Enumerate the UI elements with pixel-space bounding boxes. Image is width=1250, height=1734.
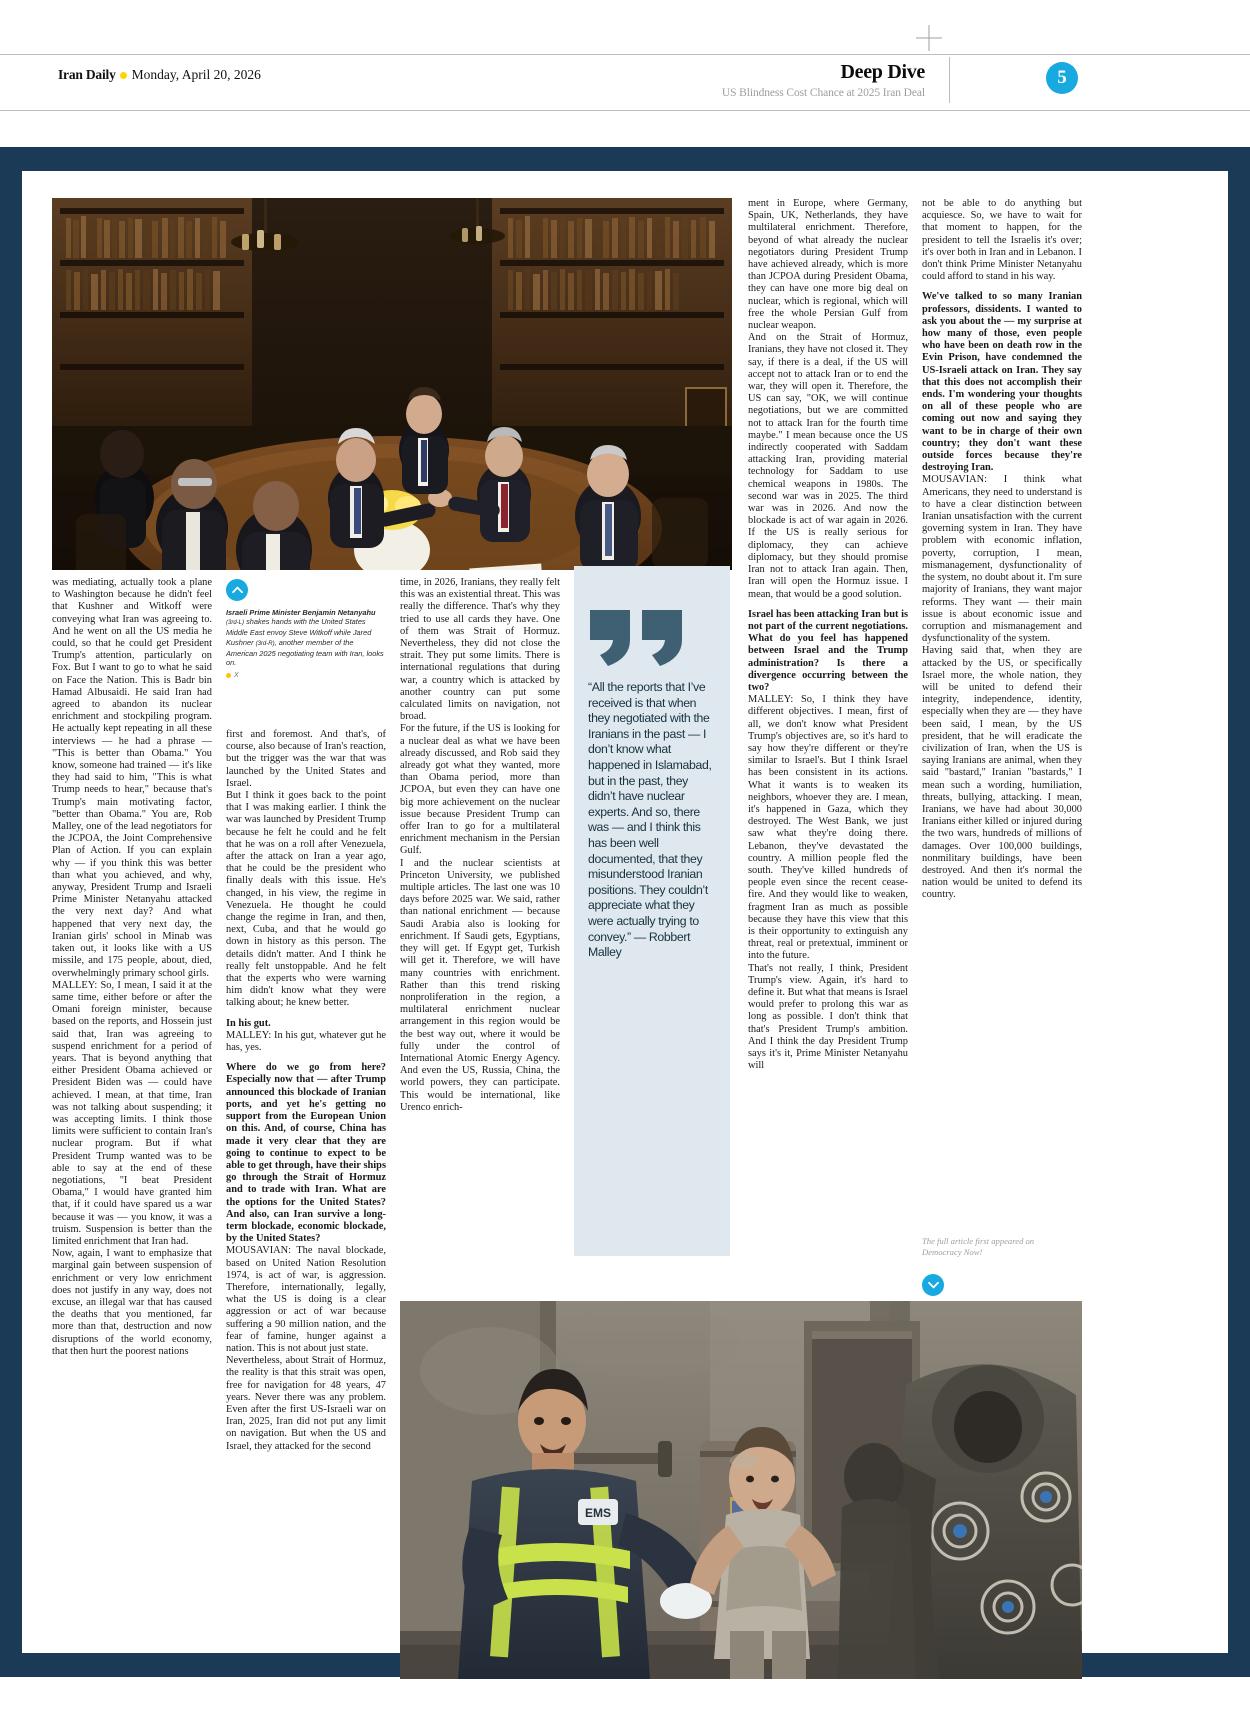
hero-photo-illustration — [52, 198, 732, 570]
paragraph: time, in 2026, Iranians, they really felt this was an existential threat. This was really the difference. That's why they tried to use all cards they have. One of them was Strait of Hormuz. Nevertheless, they did not close the strait. They put some limits. There is international regulations that during war, a country which is attacked by another country can put some calculated limits on navigation, not broad. — [400, 577, 560, 723]
section-header — [722, 61, 925, 99]
paragraph: ment in Europe, where Germany, Spain, UK, Netherlands, they have multilateral enrichment. Therefore, beyond of what already the nuclear negotiators during President Trump have achieved already, which is more than JCPOA during President Obama, they can have one more big deal on nuclear, which is regional, which will free the whole Persian Gulf from nuclear weapon. — [748, 198, 908, 332]
page-number-badge: 5 — [1046, 62, 1078, 94]
interview-question: Where do we go from here? Especially now that — after Trump announced this blockade of Iranian ports, and yet he's getting no support from the European Union on this. And, of course, China has made it very clear that they are going to continue to expect to be able to get through, have their ships go through the Strait of Hormuz and to trade with Iran. What are the options for the United States? And also, can Iran survive a long-term blockade, economic blockade, by the United States? — [226, 1062, 386, 1245]
paragraph: That's not really, I think, President Trump's view. Again, it's hard to define it. But what that means is Israel would prefer to prolong this war as long as possible. I don't think that that's President Trump's ambition. And I think the day President Trump says it's it, Prime Minister Netanyahu will — [748, 962, 908, 1072]
paragraph: not be able to do anything but acquiesce. So, we have to wait for that moment to happen, for the president to tell the Israelis it's over; it's over both in Iran and in Lebanon. I don't think Prime Minister Netanyahu could afford to stand in his way. — [922, 198, 1082, 283]
interview-question: Israel has been attacking Iran but is not part of the current negotiations. What do you feel has happened between Israel and the Trump administration? Is there a divergence occurring between the two? — [748, 608, 908, 693]
source-note-line-1: The full article first appeared on — [922, 1236, 1035, 1246]
quotation-marks-icon — [588, 608, 716, 668]
chevron-up-glyph — [232, 586, 243, 594]
pull-quote-text: “All the reports that I’ve received is that when they negotiated with the Iranians in the past — I don’t know what happened in Islamabad, but in the past, they didn’t have nuclear experts. And so, there was — and I think this has been well documented, that they misunderstood Iranian positions. They couldn’t appreciate what they were actually trying to convey.” — Robbert Malley — [588, 680, 712, 960]
hero-caption-pos2: (3rd-R) — [255, 640, 275, 647]
masthead-bottom-rule — [0, 110, 1250, 111]
paragraph: MALLEY: So, I think they have different objectives. I mean, first of all, we don't know what President Trump's objectives are, so it's hard to say how they're different or they're similar to Israel's. But I think Israel has been consistent in its actions. What it wants is to weaken its neighbors, whoever they are. I mean, it's happened in Gaza, which they destroyed. The West Bank, we just saw what they're doing there. Lebanon, they've devastated the country. A million people fled the south. They've killed hundreds of people even since the recent cease-fire. And they would like to weaken, fragment Iran as much as possible because they have this view that this is their opportunity to extinguish any threat, real or pretextual, imminent or into the future. — [748, 694, 908, 962]
paragraph-spacer — [748, 601, 908, 609]
newspaper-name: Iran Daily — [58, 67, 116, 82]
source-note — [922, 1236, 1082, 1258]
hero-caption-block — [226, 579, 386, 679]
paragraph: And on the Strait of Hormuz, Iranians, they have not closed it. They say, if there is a deal, if the US will accept not to attack Iran or to end the war, they will open it. Therefore, the US can say, "OK, we will continue negotiations, but we are committed not to attack Iran for the fourth time maybe." I mean because once the US indirectly cooperated with Saddam attacking Iran, providing material technology for Saddam to use chemical weapons in 1980s. The second war was in 2025. The third war was in 2026. And now the blockade is act of war again in 2026. If the US is really serious for diplomacy, they can achieve diplomacy, but they should promise Iran not to attack Iran again. Then, Iran will open the Hormuz issue. I mean, that would be a good solution. — [748, 332, 908, 600]
paragraph: was mediating, actually took a plane to Washington because he didn't feel that Kushner and Witkoff were conveying what Iran was agreeing to. And he went on all the US media he could, so that he could get President Trump's attention, particularly on Fox. But I want to go to what he said on Face the Nation. This is Badr bin Hamad Albusaidi. He said Iran had agreed to abandon its nuclear enrichment and stockpiling program. He actually kept repeating in all these interviews — he had a phrase — "This is better than Obama." You know, someone had trained — it's like they had said to him, "This is what Trump needs to hear," because that's Trump's main motivating factor, "better than Obama." You are, Rob Malley, one of the lead negotiators for the JCPOA, the Joint Comprehensive Plan of Action. If you can explain why — if you think this was better than what you achieved, and why, anyway, President Trump and Israeli Prime Minister Netanyahu attacked the very next day? And what happened that very next day, the Iranian girls' school in Minab was taken out, it looks like with a US missile, and 175 people, about, died, overwhelmingly primary school girls. — [52, 577, 212, 979]
paragraph: But I think it goes back to the point that I was making earlier. I think the war was launched by President Trump because he felt he could and he felt that he was on a roll after Venezuela, after the attack on Iran a year ago, that he could be the president who finally deals with this issue. He's changed, in his view, the regime in Venezuela. He thought he could change the regime in Iran, and then, next, Cuba, and that he would go down in history as this person. The details didn't matter. And I think he really felt unstoppable. And he felt that the experts who were warning him didn't know what they were talking about; he knew better. — [226, 790, 386, 1009]
chevron-up-icon — [226, 579, 248, 601]
hero-caption-lead: Israeli Prime Minister Benjamin Netanyahu — [226, 608, 376, 617]
crop-registration-mark — [916, 25, 942, 51]
paragraph-spacer — [226, 1054, 386, 1062]
interview-question: In his gut. — [226, 1017, 271, 1029]
article-column-d — [748, 198, 908, 1072]
paragraph: I and the nuclear scientists at Princeton University, we published multiple articles. The last one was 10 days before 2025 war. We said, rather than national enrichment — because Saudi Arabia also is looking for enrichment. If Saudi gets, Egyptians, they will get. If Egypt get, Turkish will get it. Therefore, we will have many countries with enrichment. Rather than this trend risking nonproliferation in the region, a multilateral enrichment nuclear arrangement in this region would be the best way out, where it would be fully under the control of International Atomic Energy Agency. And even the US, Russia, China, the world powers, they can participate. This would be international, like Urenco enrich- — [400, 857, 560, 1113]
article-column-a — [52, 577, 212, 1358]
paragraph: MOUSAVIAN: I think what Americans, they need to understand is to have a clear distinction between Iranian unsatisfaction with the current governing system in Iran. They have problem with economic inflation, poverty, corruption, I mean, mismanagement, dysfunctionality of the system, no doubt about it. I'm sure majority of Iranians, they want major reforms. They want — their main issue is about economic issue and corruption and mismanagement and dysfunctionality of the system. — [922, 474, 1082, 645]
svg-text:EMS: EMS — [584, 1506, 612, 1520]
hero-credit-text: X — [234, 672, 239, 680]
masthead-divider — [949, 57, 950, 103]
masthead-left — [58, 67, 261, 83]
paragraph: Having said that, when they are attacked by the US, or specifically Israel more, the whole nation, they will be united to defend their integrity, independence, identity, especially when they are — they have been said, I mean, by the US president, that he will eradicate the civilization of Iran, when the US is saying Iranians are animal, when they said "bastard," Iranian "bastards," I mean such a wording, humiliation, threats, bullying, attacking. I mean, Iranians, we have had about 30,000 Iranians either killed or injured during the two wars, hundreds of millions of damages. Over 100,000 buildings, nonmilitary buildings, have been destroyed. And then it's normal the nation would be united to defend its country. — [922, 645, 1082, 901]
bottom-photo-illustration — [400, 1301, 1082, 1679]
paragraph: first and foremost. And that's, of course, also because of Iran's reaction, but the trigger was the war that was launched by the United States and Israel. — [226, 729, 386, 789]
interview-question: We've talked to so many Iranian professors, dissidents. I wanted to ask you about the — my surprise at how many of those, even people who have been on death row in the Evin Prison, have condemned the US-Israeli attack on Iran. They say that this does not accomplish their ends. I'm wondering your thoughts on all of these people who are coming out now and saying they want to be in charge of their own country; they don't want these outside forces because they're destroying Iran. — [922, 291, 1082, 474]
article-column-c — [400, 577, 560, 1114]
hero-photo-negotiation-meeting — [52, 198, 732, 570]
section-subtitle: US Blindness Cost Chance at 2025 Iran Deal — [721, 87, 925, 99]
chevron-down-icon — [922, 1274, 944, 1296]
article-column-b — [226, 729, 386, 1453]
hero-caption-pos1: (3rd-L) — [226, 620, 245, 627]
paragraph: Now, again, I want to emphasize that marginal gain between suspension of enrichment or very low enrichment does not justify in any way, does not excuse, an illegal war that has caused the deaths that you mentioned, far more than that, destruction and now disruptions of the world economy, that then hurt the poorest nations — [52, 1248, 212, 1357]
paragraph: MOUSAVIAN: The naval blockade, based on United Nation Resolution 1974, is act of war, is aggression. Therefore, internationally, legally, what the US is doing is a clear aggression or act of war because suffering a 90 million nation, and the fear of famine, hunger against a nation. This is not about just state. — [226, 1245, 386, 1354]
paragraph: MALLEY: In his gut, whatever gut he has, yes. — [226, 1029, 386, 1054]
section-title: Deep Dive — [840, 61, 925, 83]
publication-date: Monday, April 20, 2026 — [131, 67, 261, 82]
chevron-down-glyph — [928, 1281, 939, 1289]
hero-caption-text — [226, 608, 386, 667]
paragraph-spacer — [226, 1010, 386, 1018]
paragraph-spacer — [922, 283, 1082, 291]
paragraph: For the future, if the US is looking for a nuclear deal as what we have been already discussed, and Rob said they already got what they wanted, more than Obama period, more than JCPOA, but even they can have one big more achievement on the nuclear issue because President Trump can offer Iran to go for a multilateral enrichment mechanism in the Persian Gulf. — [400, 723, 560, 857]
hero-caption-mid1: shakes hands with the United States Middle East envoy Steve Witkoff while Jared Kushner — [226, 617, 372, 647]
page-frame — [0, 147, 1250, 1677]
paragraph: Nevertheless, about Strait of Hormuz, the reality is that this strait was open, free for navigation for 48 years, 47 years. Never there was any problem. Even after the first US-Israeli war on Iran, 2025, Iran did not put any limit on navigation. But when the US and Israel, they attacked for the second — [226, 1355, 386, 1452]
bullet-dot-icon — [120, 72, 127, 79]
hero-caption-credit — [226, 672, 386, 679]
article-column-e — [922, 198, 1082, 902]
page-canvas — [22, 171, 1228, 1653]
paragraph: MALLEY: So, I mean, I said it at the same time, either before or after the Omani foreign minister, because based on the reports, and Hossein just said that, Iran was agreeing to suspend enrichment for a period of years. That is beyond anything that either President Obama achieved or President Biden was — could have achieved. I mean, at that time, Iran was not talking about suspending; it was accepting limits. I think those limits were sufficient to contain Iran's nuclear program. But if what President Trump wanted was to be able to say at the end of these negotiations, "I beat President Obama," I would have granted him that, if it could have spared us a war because it was — you know, it was a truism. Suspension is better than the limited enrichment that Iran had. — [52, 979, 212, 1247]
quote-glyph — [588, 608, 688, 668]
bottom-photo-rescue-scene — [400, 1301, 1082, 1679]
hero-caption-mid2: , another member of the American 2025 negotiating team with Iran, looks on. — [226, 637, 384, 668]
pull-quote-panel — [574, 566, 730, 1256]
credit-dot-icon — [226, 673, 231, 678]
source-note-line-2: Democracy Now! — [922, 1247, 983, 1257]
